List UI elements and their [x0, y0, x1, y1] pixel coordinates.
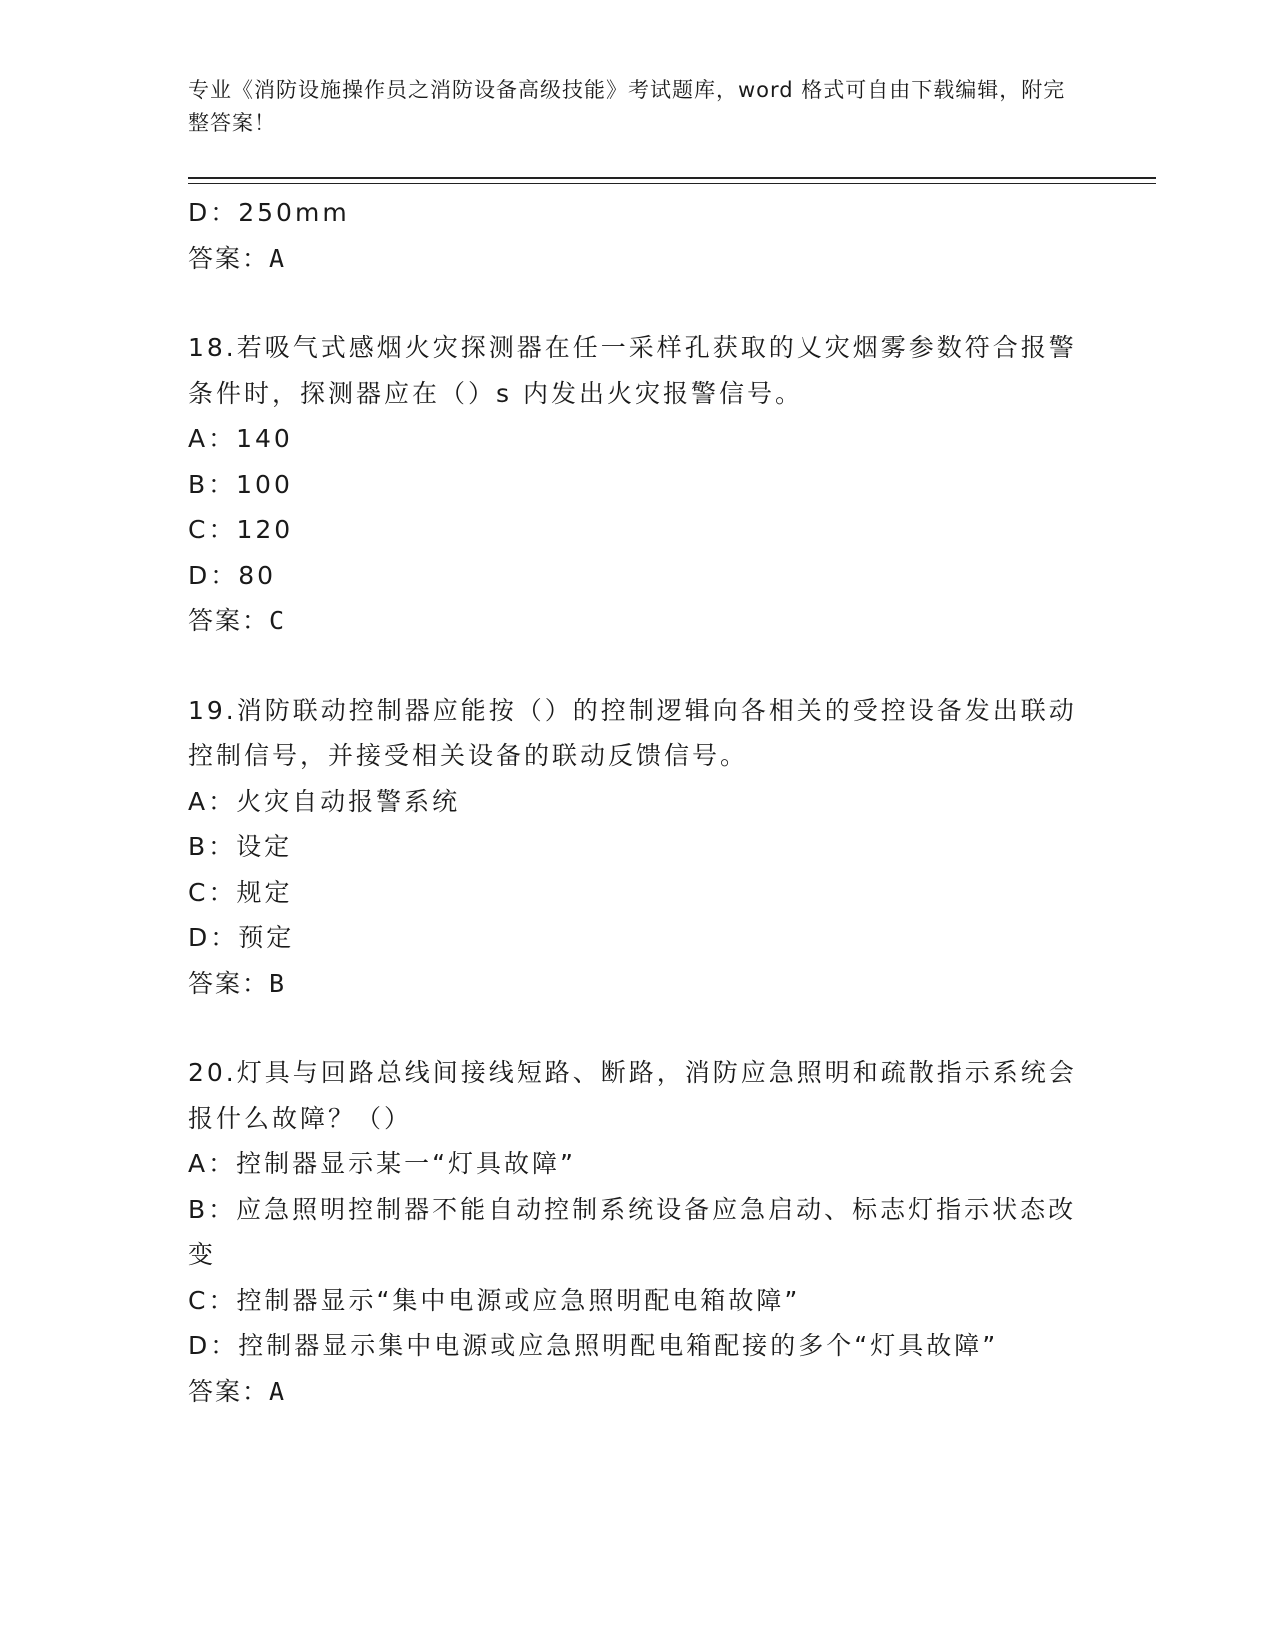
answer-label: 答案： — [188, 606, 270, 635]
option-d: D：80 — [188, 560, 277, 590]
option-a: A：140 — [188, 424, 293, 453]
answer-value: C — [269, 606, 287, 635]
question-20 — [188, 1050, 1088, 1414]
question-list — [188, 190, 1088, 1414]
option-d: D：250mm — [188, 198, 350, 227]
header-divider-thick — [188, 177, 1156, 179]
option-a: A：火灾自动报警系统 — [188, 786, 461, 816]
answer-value: A — [269, 243, 287, 273]
option-c: C：规定 — [188, 877, 293, 907]
answer-line — [188, 1369, 1088, 1415]
question-18 — [188, 325, 1088, 644]
answer-line — [188, 236, 1088, 282]
answer-label: 答案： — [188, 968, 270, 998]
option-d: D：预定 — [188, 923, 295, 952]
answer-line — [188, 598, 1088, 644]
answer-label: 答案： — [188, 1376, 270, 1406]
previous-question-tail — [188, 190, 1088, 281]
answer-value: A — [269, 1376, 287, 1406]
option-b: B：100 — [188, 469, 293, 499]
option-b: B：设定 — [188, 832, 293, 861]
option-a: A：控制器显示某一“灯具故障” — [188, 1149, 577, 1178]
question-stem: 19.消防联动控制器应能按（）的控制逻辑向各相关的受控设备发出联动控制信号，并接受相关设备的联动反馈信号。 — [188, 695, 1077, 770]
option-c: C：控制器显示“集中电源或应急照明配电箱故障” — [188, 1285, 801, 1315]
answer-line — [188, 961, 1088, 1007]
option-b: B：应急照明控制器不能自动控制系统设备应急启动、标志灯指示状态改变 — [188, 1194, 1077, 1269]
header-divider-thin — [188, 183, 1156, 184]
option-d: D：控制器显示集中电源或应急照明配电箱配接的多个“灯具故障” — [188, 1331, 999, 1360]
option-c: C：120 — [188, 515, 294, 544]
page-header: 专业《消防设施操作员之消防设备高级技能》考试题库，word 格式可自由下载编辑，附完整答案！ — [188, 78, 1066, 135]
answer-label: 答案： — [188, 243, 270, 273]
question-stem: 18.若吸气式感烟火灾探测器在任一采样孔获取的乂灾烟雾参数符合报警条件时，探测器应在（）s 内发出火灾报警信号。 — [188, 333, 1077, 408]
question-19 — [188, 688, 1088, 1007]
answer-value: B — [269, 968, 287, 998]
question-stem: 20.灯具与回路总线间接线短路、断路，消防应急照明和疏散指示系统会报什么故障？（） — [188, 1058, 1077, 1133]
